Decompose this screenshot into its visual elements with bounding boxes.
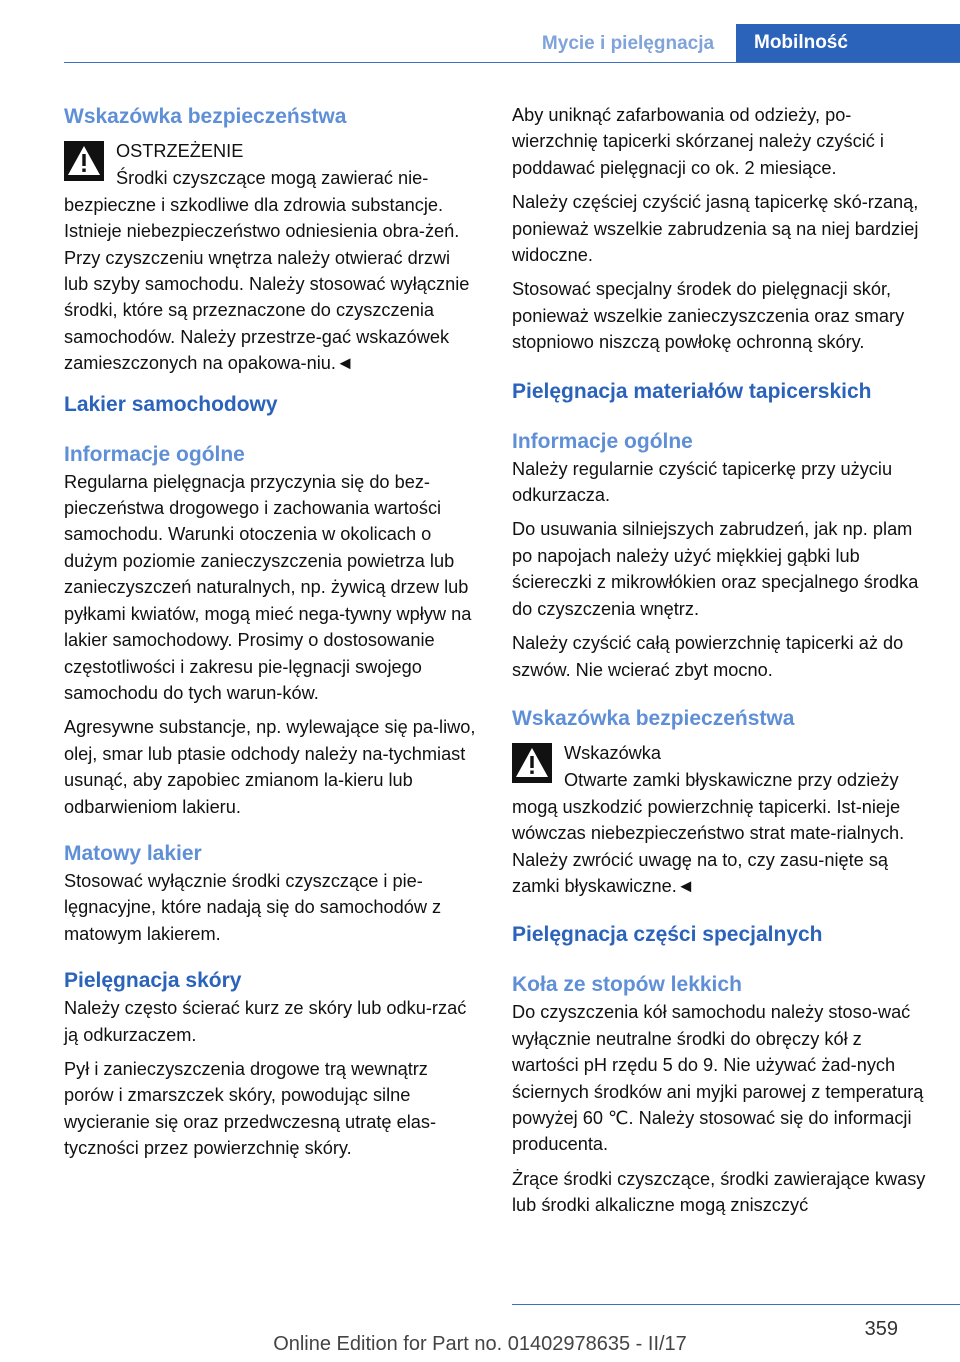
- special-parts-heading: Pielęgnacja części specjalnych: [512, 923, 823, 947]
- warning-first-line: Środki czyszczące mogą zawierać nie-: [116, 168, 429, 189]
- paint-paragraph-2: Agresywne substancje, np. wylewające się pa-liwo, olej, smar lub ptasie odchody należy na-tychmiast usunąć, aby zapobiec zmianom la-kieru lub odbarwieniom lakieru.: [64, 717, 476, 817]
- matte-paint-heading: Matowy lakier: [64, 841, 202, 865]
- paint-heading: Lakier samochodowy: [64, 392, 278, 416]
- safety-note-heading: Wskazówka bezpieczeństwa: [64, 105, 347, 128]
- header-chapter-tab: Mobilność: [736, 24, 960, 62]
- page-number: 359: [864, 1318, 898, 1340]
- warning-block: [64, 138, 478, 377]
- wheels-paragraph-2: Żrące środki czyszczące, środki zawierające kwasy lub środki alkaliczne mogą zniszczyć: [512, 1168, 926, 1216]
- upholstery-heading: Pielęgnacja materiałów tapicerskich: [512, 379, 872, 403]
- leather-cont-paragraph-1: Aby uniknąć zafarbowania od odzieży, po-wierzchnię tapicerki skórzanej należy czyścić i poddawać pielęgnacji co ok. 2 miesiące.: [512, 105, 884, 178]
- note-first-line: Otwarte zamki błyskawiczne przy odzieży: [564, 770, 899, 791]
- warning-label: OSTRZEŻENIE: [116, 141, 244, 161]
- note-text: mogą uszkodzić powierzchnię tapicerki. Ist-nieje wówczas niebezpieczeństwo strat mate-rialnych. Należy zwrócić uwagę na to, czy zasu-nięte są zamki błyskawiczne.◄: [512, 796, 905, 896]
- header-section-tab: Mycie i pielęgnacja: [541, 33, 715, 54]
- note-label: Wskazówka: [564, 742, 662, 763]
- note-block: [512, 740, 926, 899]
- alloy-wheels-heading: Koła ze stopów lekkich: [512, 973, 742, 997]
- warning-triangle-icon: [64, 141, 104, 181]
- upholstery-paragraph-2: Do usuwania silniejszych zabrudzeń, jak np. plam po napojach należy użyć miękkiej gąbki lub ściereczki z mikrowłókien oraz specjalnego środka do czyszczenia wnętrz.: [512, 519, 919, 619]
- leather-care-heading: Pielęgnacja skóry: [64, 969, 242, 993]
- leather-paragraph-1: Należy często ścierać kurz ze skóry lub odku-rzać ją odkurzaczem.: [64, 998, 467, 1045]
- header-rule: [64, 62, 960, 63]
- paint-paragraph-1: Regularna pielęgnacja przyczynia się do bez-pieczeństwa drogowego i zachowania wartości samochodu. Warunki otoczenia w okolicach o dużym poziomie zanieczyszczenia powietrza lub zanieczyszczeń naturalnych, np. żywicą drzew lub pyłkami kwiatów, mogą mieć nega-tywny wpływ na lakier samochodowy. Prosimy o dostosowanie częstotliwości i zakresu pie-lęgnacji swojego samochodu do tych warun-ków.: [64, 471, 472, 703]
- wheels-paragraph-1: Do czyszczenia kół samochodu należy stoso-wać wyłącznie neutralne środki do obręczy kół z wartości pH rzędu 5 do 9. Nie używać żad-nych ściernych środków ani myjki parowej z temperaturą powyżej 60 ℃. Należy stosować się do informacji producenta.: [512, 1002, 924, 1155]
- warning-triangle-icon: [512, 743, 552, 783]
- right-column: [512, 100, 926, 1219]
- left-column: [64, 100, 478, 1162]
- edition-footer: Online Edition for Part no. 01402978635 - II/17: [273, 1333, 687, 1355]
- upholstery-paragraph-3: Należy czyścić całą powierzchnię tapicerki aż do szwów. Nie wcierać zbyt mocno.: [512, 633, 904, 680]
- leather-cont-paragraph-2: Należy częściej czyścić jasną tapicerkę skó-rzaną, ponieważ wszelkie zabrudzenia są na niej bardziej widoczne.: [512, 192, 919, 266]
- leather-paragraph-2: Pył i zanieczyszczenia drogowe trą wewnątrz porów i zmarszczek skóry, powodując silne wycieranie się oraz przedwczesną utratę elas-tyczności przez powierzchnię skóry.: [64, 1058, 437, 1159]
- upholstery-general-heading: Informacje ogólne: [512, 429, 693, 453]
- matte-paint-paragraph: Stosować wyłącznie środki czyszczące i pie-lęgnacyjne, które nadają się do samochodów z matowym lakierem.: [64, 870, 442, 944]
- paint-general-heading: Informacje ogólne: [64, 442, 245, 466]
- warning-text: bezpieczne i szkodliwe dla zdrowia substancje. Istnieje niebezpieczeństwo odniesienia obra-żeń. Przy czyszczeniu wnętrza należy otwierać drzwi lub szyby samochodu. Należy stosować wyłącznie środki, które są przeznaczone do czyszczenia samochodów. Należy przestrze-gać wskazówek zamieszczonych na opakowa-niu.◄: [64, 194, 470, 374]
- leather-cont-paragraph-3: Stosować specjalny środek do pielęgnacji skór, ponieważ wszelkie zanieczyszczenia oraz smary stopniowo niszczą powłokę ochronną skóry.: [512, 279, 905, 353]
- safety-note-heading-2: Wskazówka bezpieczeństwa: [512, 706, 795, 730]
- upholstery-paragraph-1: Należy regularnie czyścić tapicerkę przy użyciu odkurzacza.: [512, 458, 893, 506]
- footer-rule: [512, 1304, 960, 1305]
